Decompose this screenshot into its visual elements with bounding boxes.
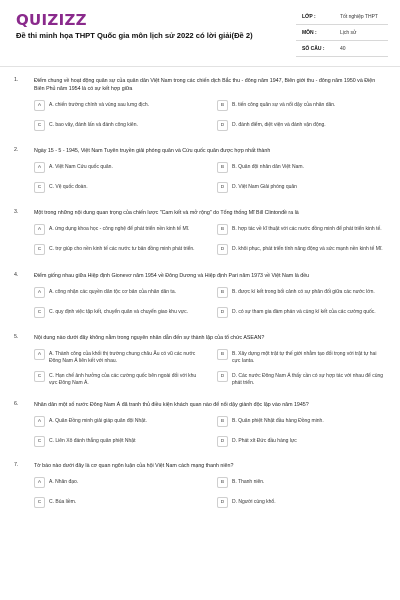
answer-options [34, 416, 386, 449]
option-text: B. hợp tác về kĩ thuật với các nước đồng minh để phát triển kinh tế. [232, 226, 382, 232]
option-text: B. Thanh niên. [232, 479, 265, 486]
answer-option-d[interactable] [217, 244, 386, 257]
option-letter-box[interactable]: A [34, 224, 45, 235]
option-letter-box[interactable]: D [217, 120, 228, 131]
question-number: 7. [14, 462, 19, 469]
option-text: C. bao vây, đánh lấn và đánh công kiên. [49, 122, 138, 128]
answer-option-a[interactable] [34, 162, 203, 175]
header-divider [0, 66, 400, 67]
question-item [0, 147, 400, 195]
quizizz-logo: QUIZIZZ [16, 11, 87, 29]
option-letter-box[interactable]: A [34, 416, 45, 427]
option-letter-box[interactable]: C [34, 436, 45, 447]
question-text: Tờ báo nào dưới đây là cơ quan ngôn luận của hội Việt Nam cách mạng thanh niên? [34, 463, 234, 470]
option-letter-box[interactable]: C [34, 182, 45, 193]
answer-option-c[interactable] [34, 182, 203, 195]
answer-options [34, 349, 386, 386]
worksheet-meta [296, 11, 388, 59]
question-text: Điểm chung về hoạt động quân sự của quân dân Việt Nam trong các chiến dịch Bắc thu - đông năm 1947, Biên giới thu - đông năm 1950 và Điện Biên Phủ năm 1954 là có sự kết hợp giữa [34, 78, 376, 92]
option-text: C. Búa liềm. [49, 499, 77, 506]
answer-option-b[interactable] [217, 477, 386, 490]
option-letter-box[interactable]: B [217, 349, 228, 360]
answer-option-c[interactable] [34, 497, 203, 510]
answer-option-a[interactable] [34, 287, 203, 300]
question-item [0, 401, 400, 449]
answer-options [34, 224, 386, 257]
question-number: 2. [14, 147, 19, 153]
question-number: 4. [14, 272, 19, 278]
answer-option-d[interactable] [217, 307, 386, 320]
option-letter-box[interactable]: D [217, 307, 228, 318]
question-text: Nhân dân một số nước Đông Nam Á đã tranh thủ điều kiện khách quan nào để nổi dậy giành độc lập vào năm 1945? [34, 402, 309, 409]
option-text: D. khôi phục, phát triển tính năng động và sức mạnh nền kinh tế Mĩ. [232, 246, 383, 252]
question-number: 3. [14, 209, 19, 215]
answer-options [34, 100, 386, 133]
question-text: Điểm giống nhau giữa Hiệp định Gionevơ năm 1954 về Đông Dương và Hiệp định Pari năm 1973 về Việt Nam là đều [34, 273, 310, 279]
answer-option-b[interactable] [217, 287, 386, 300]
option-text: A. Thành công của khối thị trường chung châu Âu có vũ các nước Đông Nam Á liên kết với nhau. [49, 351, 196, 364]
option-letter-box[interactable]: A [34, 287, 45, 298]
option-text: A. công nhận các quyền dân tộc cơ bản của nhân dân ta. [49, 289, 176, 295]
answer-option-c[interactable] [34, 371, 203, 386]
option-letter-box[interactable]: B [217, 416, 228, 427]
question-item [0, 209, 400, 257]
option-text: C. trợ giúp cho nền kinh tế các nước tư bản đồng minh phát triển. [49, 246, 195, 252]
option-letter-box[interactable]: B [217, 100, 228, 111]
answer-option-d[interactable] [217, 371, 386, 386]
answer-option-c[interactable] [34, 307, 203, 320]
option-letter-box[interactable]: A [34, 162, 45, 173]
option-letter-box[interactable]: A [34, 100, 45, 111]
answer-option-d[interactable] [217, 436, 386, 449]
option-text: D. đánh điểm, diệt viện và đánh vận động. [232, 122, 326, 128]
option-text: D. Phát xít Đức đầu hàng lực [232, 438, 297, 445]
answer-option-a[interactable] [34, 100, 203, 113]
question-item [0, 272, 400, 320]
option-text: D. Việt Nam Giải phóng quân [232, 184, 297, 190]
worksheet-title: Đề thi minh họa THPT Quốc gia môn lịch sử 2022 có lời giải(Đề 2) [16, 31, 253, 40]
answer-option-d[interactable] [217, 120, 386, 133]
option-text: C. quy định việc tập kết, chuyển quân và chuyển giao khu vực. [49, 309, 188, 315]
option-text: D. Các nước Đông Nam Á thấy cần có sự hợp tác với nhau để cùng phát triển. [232, 373, 384, 386]
option-letter-box[interactable]: B [217, 287, 228, 298]
question-list [0, 77, 400, 510]
answer-option-a[interactable] [34, 416, 203, 429]
answer-option-a[interactable] [34, 477, 203, 490]
option-letter-box[interactable]: B [217, 224, 228, 235]
option-letter-box[interactable]: C [34, 244, 45, 255]
answer-option-d[interactable] [217, 497, 386, 510]
worksheet-header [0, 0, 400, 66]
question-number: 6. [14, 401, 19, 408]
answer-options [34, 162, 386, 195]
answer-option-a[interactable] [34, 224, 203, 237]
meta-label: MÔN : [302, 30, 317, 36]
question-item [0, 77, 400, 133]
option-text: D. có sự tham gia đàm phán và cùng kí kết của các cường quốc. [232, 309, 376, 315]
answer-options [34, 477, 386, 510]
answer-option-c[interactable] [34, 244, 203, 257]
option-text: A. Việt Nam Cứu quốc quân. [49, 164, 113, 170]
answer-option-b[interactable] [217, 224, 386, 237]
option-text: B. được kí kết trong bối cảnh có sự phân đối giữa các nước lớn. [232, 289, 375, 295]
option-letter-box[interactable]: D [217, 371, 228, 382]
answer-option-c[interactable] [34, 436, 203, 449]
option-text: A. Nhân đạo. [49, 479, 79, 486]
question-text: Ngày 15 - 5 - 1945, Việt Nam Tuyên truyền giải phóng quân và Cứu quốc quân được hợp nhất thành [34, 148, 271, 154]
question-item [0, 334, 400, 386]
question-item [0, 462, 400, 510]
option-letter-box[interactable]: D [217, 497, 228, 508]
meta-value: 40 [340, 46, 346, 52]
answer-options [34, 287, 386, 320]
meta-value: Tốt nghiệp THPT [340, 14, 378, 20]
option-text: B. Xây dựng một trật tự thế giới nhằm tạo đối trọng với trật tự hai cực Ianta. [232, 351, 377, 364]
option-text: C. Hạn chế ảnh hưởng của các cường quốc bên ngoài đối với khu vực Đông Nam Á. [49, 373, 197, 386]
question-number: 5. [14, 334, 19, 340]
option-letter-box[interactable]: C [34, 120, 45, 131]
answer-option-a[interactable] [34, 349, 203, 364]
option-letter-box[interactable]: C [34, 307, 45, 318]
option-letter-box[interactable]: D [217, 182, 228, 193]
option-letter-box[interactable]: C [34, 371, 45, 382]
meta-row-class [296, 11, 388, 25]
option-text: A. chiến trường chính và vùng sau lưng địch. [49, 102, 150, 108]
option-text: B. Quân phiệt Nhật đầu hàng Đồng minh. [232, 418, 324, 425]
option-letter-box[interactable]: D [217, 244, 228, 255]
option-text: A. ứng dụng khoa học - công nghệ để phát triển nền kinh tế Mĩ. [49, 226, 190, 232]
option-letter-box[interactable]: A [34, 349, 45, 360]
meta-label: SỐ CÂU : [302, 46, 325, 52]
option-letter-box[interactable]: A [34, 477, 45, 488]
meta-row-subject [296, 27, 388, 41]
answer-option-b[interactable] [217, 100, 386, 113]
answer-option-d[interactable] [217, 182, 386, 195]
question-text: Nội dung nào dưới đây không nằm trong nguyên nhân dẫn đến sự thành lập của tổ chức ASEAN? [34, 335, 265, 341]
option-text: B. Quân đội nhân dân Việt Nam. [232, 164, 304, 170]
option-text: D. Người cùng khổ. [232, 499, 276, 506]
option-letter-box[interactable]: B [217, 162, 228, 173]
option-text: C. Vệ quốc đoàn. [49, 184, 88, 190]
meta-row-question-count [296, 43, 388, 57]
option-letter-box[interactable]: C [34, 497, 45, 508]
option-text: A. Quân Đồng minh giải giáp quân đội Nhật. [49, 418, 147, 425]
option-letter-box[interactable]: D [217, 436, 228, 447]
answer-option-b[interactable] [217, 162, 386, 175]
meta-value: Lịch sử [340, 30, 357, 36]
option-text: C. Liên Xô đánh thắng quân phiệt Nhật [49, 438, 136, 445]
answer-option-b[interactable] [217, 416, 386, 429]
option-text: B. tiến công quân sự và nổi dậy của nhân dân. [232, 102, 336, 108]
answer-option-b[interactable] [217, 349, 386, 364]
question-number: 1. [14, 77, 19, 83]
question-text: Một trong những nội dung quan trọng của chiến lược "Cam kết và mở rộng" do Tổng thống Mĩ Bill Clintonđề ra là [34, 210, 299, 216]
option-letter-box[interactable]: B [217, 477, 228, 488]
meta-label: LỚP : [302, 14, 316, 20]
answer-option-c[interactable] [34, 120, 203, 133]
